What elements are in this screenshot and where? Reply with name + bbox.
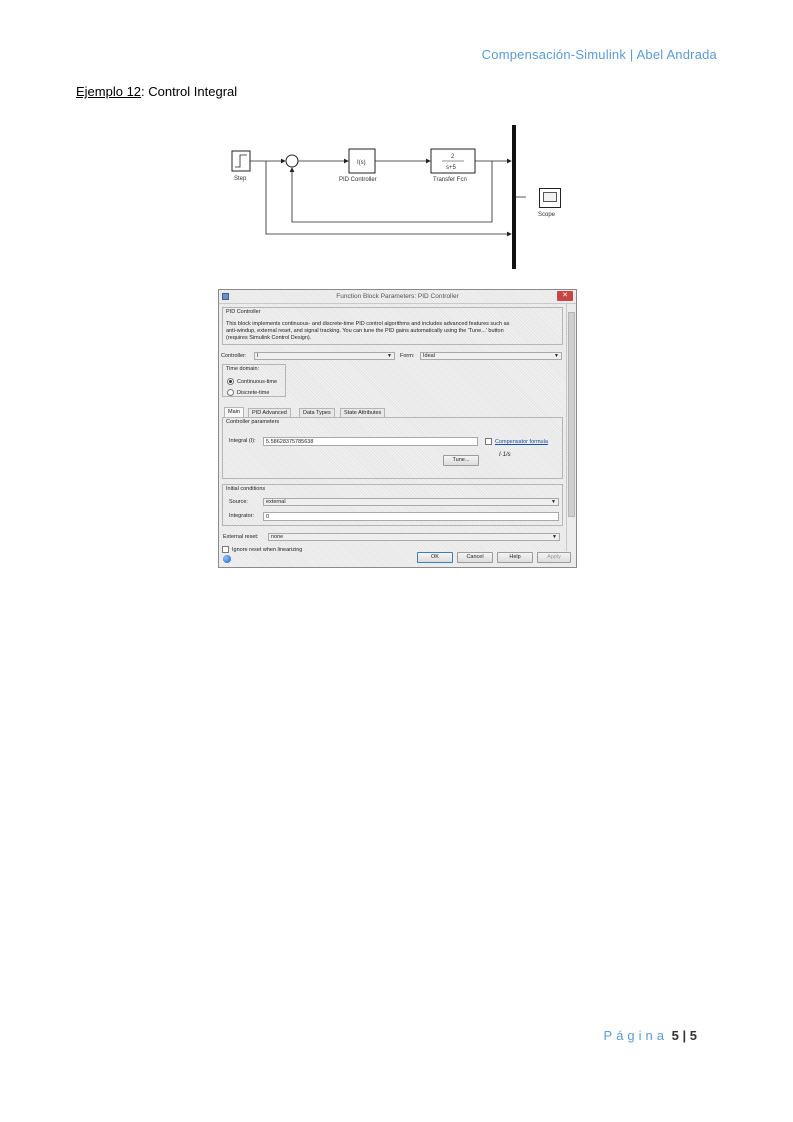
page-header: Compensación-Simulink | Abel Andrada [481,47,717,62]
integral-formula-icon: I·1/s [499,452,511,458]
form-select[interactable] [420,352,562,360]
source-value: external [266,499,286,505]
ignore-reset-row[interactable] [222,546,302,553]
scrollbar-thumb[interactable] [568,312,575,517]
step-label: Step [234,176,247,182]
page-word: Página [603,1028,669,1043]
radio-empty-icon [227,389,234,396]
continuous-time-label: Continuous-time [237,378,278,385]
block-description-group [222,307,563,345]
mux-block[interactable] [512,125,516,269]
integrator-input[interactable]: 0 [263,512,559,521]
form-value: Ideal [423,353,435,359]
ok-button[interactable]: OK [417,552,453,563]
ignore-reset-checkbox[interactable] [222,546,229,553]
chevron-down-icon: ▼ [551,499,556,505]
help-icon[interactable] [223,555,231,563]
page-footer [604,1028,697,1043]
block-name: PID Controller [226,309,261,315]
discrete-time-label: Discrete-time [237,389,270,396]
source-select[interactable] [263,498,559,506]
section-title-link: Ejemplo 12 [76,84,142,99]
scope-screen-icon [543,192,557,202]
tab-main[interactable]: Main [224,407,244,417]
chevron-down-icon: ▼ [554,353,559,359]
pid-label: PID Controller [339,177,377,183]
controller-parameters-label: Controller parameters [226,419,280,425]
form-label: Form: [400,353,415,359]
description-line-1: This block implements continuous- and discrete-time PID control algorithms and includes advanced features such as [226,321,510,327]
page-total: 5 [689,1028,697,1043]
section-title [76,84,237,99]
tab-state-attributes[interactable]: State Attributes [340,408,385,417]
discrete-time-radio[interactable] [227,389,269,396]
controller-select[interactable] [254,352,395,360]
close-icon[interactable]: ✕ [557,291,573,301]
description-line-2: anti-windup, external reset, and signal tracking. You can tune the PID gains automatically using the 'Tune...' button [226,328,504,334]
page-separator: | [682,1028,687,1043]
integral-input[interactable]: 5.58628375785638 [263,437,478,446]
tab-pid-advanced[interactable]: PID Advanced [248,408,291,417]
function-block-parameters-dialog [218,289,577,568]
integral-label: Integral (I): [229,438,256,444]
controller-label: Controller: [221,353,247,359]
external-reset-select[interactable] [268,533,560,541]
controller-parameters-group [222,417,563,479]
tune-button[interactable]: Tune... [443,455,479,466]
initial-conditions-group [222,484,563,526]
compensator-formula-link[interactable]: Compensator formula [495,438,548,445]
description-line-3: (requires Simulink Control Design). [226,335,312,341]
step-block[interactable] [232,151,250,171]
section-title-rest: : Control Integral [141,84,238,99]
dialog-title: Function Block Parameters: PID Controller [336,293,459,300]
initial-conditions-label: Initial conditions [226,486,266,492]
scope-block-box[interactable] [539,188,561,208]
tab-data-types[interactable]: Data Types [299,408,335,417]
page-current: 5 [671,1028,679,1043]
apply-button[interactable]: Apply [537,552,571,563]
compensator-checkbox[interactable] [485,438,492,445]
chevron-down-icon: ▼ [552,534,557,540]
tf-label: Transfer Fcn [433,177,467,183]
time-domain-group [222,364,286,397]
dialog-scrollbar[interactable] [566,304,576,551]
ignore-reset-label: Ignore reset when linearizing [232,546,303,553]
tf-denominator: s+5 [446,165,456,171]
source-label: Source: [229,499,248,505]
help-button[interactable]: Help [497,552,533,563]
integrator-label: Integrator: [229,513,255,519]
dialog-titlebar [219,290,576,304]
cancel-button[interactable]: Cancel [457,552,493,563]
radio-selected-icon [227,378,234,385]
simulink-diagram [226,122,526,272]
chevron-down-icon: ▼ [387,353,392,359]
controller-value: I [257,353,259,359]
dialog-content [219,304,566,567]
tf-numerator: 2 [451,154,455,160]
compensator-formula-row [485,438,548,445]
time-domain-label: Time domain: [226,366,260,372]
external-reset-label: External reset: [223,534,259,540]
pid-block-text: I(s) [357,160,366,166]
scope-label: Scope [538,212,556,218]
external-reset-value: none [271,534,284,540]
continuous-time-radio[interactable] [227,378,277,385]
sum-block[interactable] [286,155,298,167]
